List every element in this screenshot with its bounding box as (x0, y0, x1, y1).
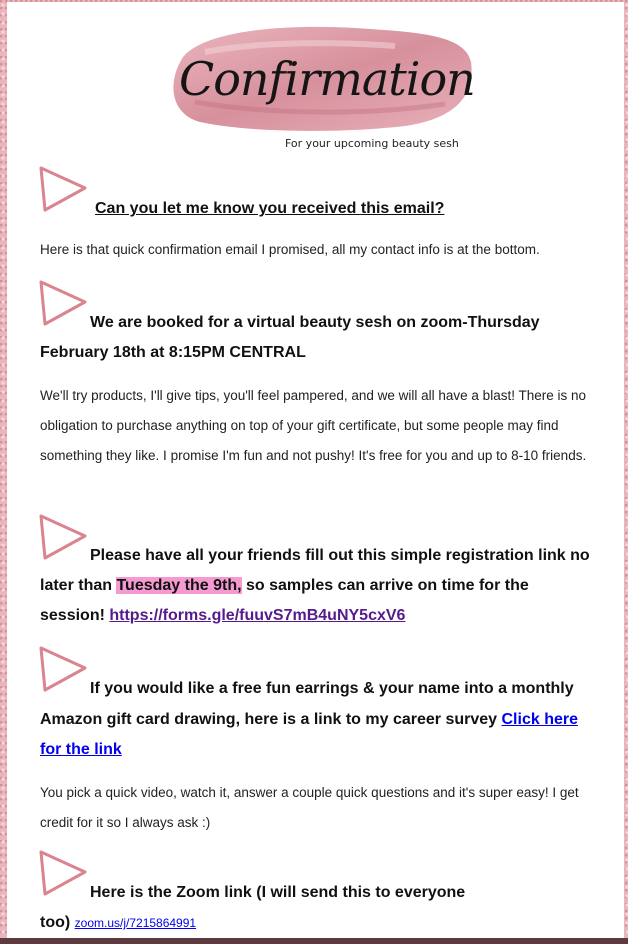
section-heading-line2 (40, 908, 196, 938)
pink-triangle-icon (37, 512, 89, 562)
pink-triangle-icon (37, 644, 89, 694)
email-body (7, 2, 624, 938)
zoom-link[interactable]: zoom.us/j/7215864991 (74, 916, 197, 930)
section-heading-line2 (40, 571, 529, 601)
career-survey-link[interactable]: Click here (501, 711, 578, 728)
window-bottom-edge (0, 938, 628, 944)
section-heading-line2 (40, 705, 578, 735)
date-highlight: Tuesday the 9th, (116, 577, 242, 594)
confirmation-logo (165, 22, 475, 157)
section-heading: Please have all your friends fill out this simple registration link no (90, 547, 590, 564)
pink-triangle-icon (37, 164, 89, 214)
section-heading-line3 (40, 735, 122, 765)
heading-text: too) (40, 914, 75, 931)
section-heading: If you would like a free fun earrings & your name into a monthly (90, 680, 574, 697)
heading-text: so samples can arrive on time for the (241, 577, 529, 594)
section-heading-line2: February 18th at 8:15PM CENTRAL (40, 344, 306, 361)
career-survey-link-continued[interactable]: for the link (40, 741, 122, 758)
registration-link[interactable]: https://forms.gle/fuuvS7mB4uNY5cxV6 (109, 607, 406, 624)
section-heading: We are booked for a virtual beauty sesh on zoom-Thursday (90, 314, 540, 331)
section-paragraph: We'll try products, I'll give tips, you'll feel pampered, and we will all have a blast! There is no obligation to purchase anything on top of your gift certificate, but some people may find something they like. I promise I'm fun and not pushy! It's free for you and up to 8-10 friends. (40, 388, 587, 463)
section-paragraph: You pick a quick video, watch it, answer a couple quick questions and it's super easy! I get credit for it so I always ask :) (40, 785, 579, 830)
logo-script-text: Confirmation (179, 52, 475, 106)
heading-text: Amazon gift card drawing, here is a link to my career survey (40, 711, 502, 728)
heading-text: session! (40, 607, 110, 624)
pink-triangle-icon (37, 848, 89, 898)
section-paragraph: Here is that quick confirmation email I promised, all my contact info is at the bottom. (40, 242, 540, 257)
section-heading: Can you let me know you received this email? (95, 200, 445, 217)
logo-subtitle: For your upcoming beauty sesh (285, 137, 459, 150)
section-heading: Here is the Zoom link (I will send this to everyone (90, 884, 466, 901)
heading-text: later than (40, 577, 117, 594)
pink-triangle-icon (37, 278, 89, 328)
section-heading-line3 (40, 601, 405, 631)
